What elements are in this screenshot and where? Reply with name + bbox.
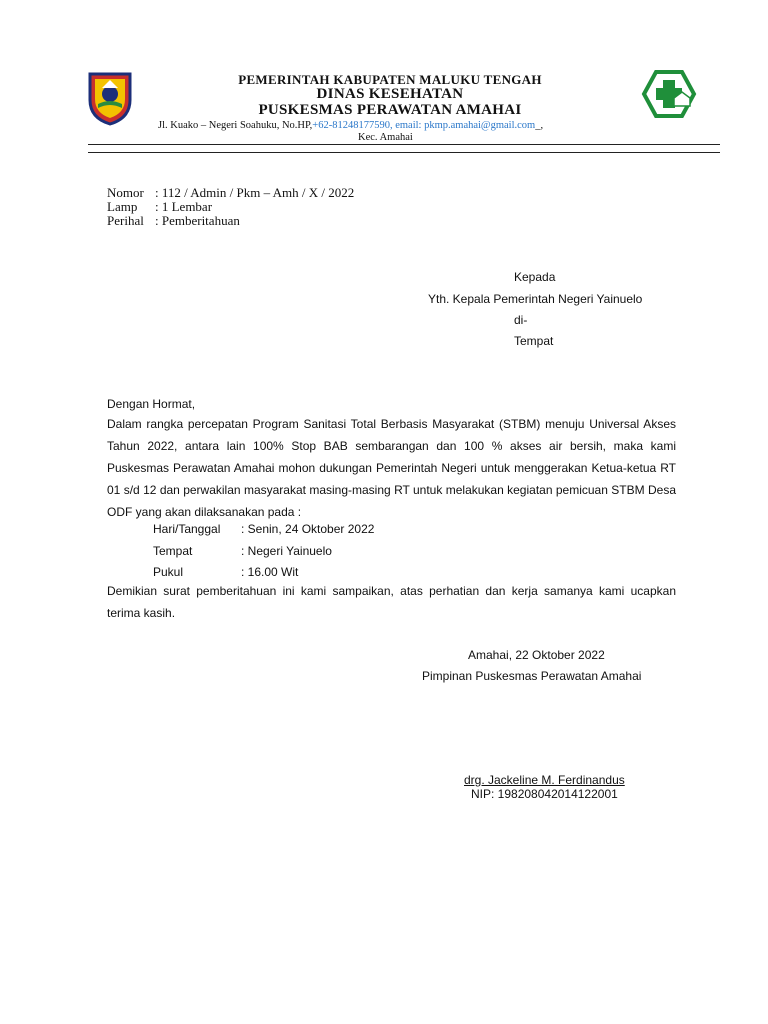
- kop-address: [158, 120, 543, 131]
- kop-divider-top: [88, 144, 720, 145]
- regency-emblem-icon: [86, 70, 134, 126]
- kop-kecamatan: Kec. Amahai: [358, 132, 413, 142]
- puskesmas-cross-icon: [640, 68, 698, 120]
- address-suffix: _,: [535, 120, 544, 131]
- lamp-value: : 1 Lembar: [155, 199, 213, 214]
- email-address: , email: pkmp.amahai@gmail.com: [389, 120, 536, 131]
- detail-tempat-label: Tempat: [153, 544, 193, 558]
- recipient-kepada: Kepada: [514, 270, 556, 284]
- perihal-value: : Pemberitahuan: [155, 213, 240, 228]
- signature-place-date: Amahai, 22 Oktober 2022: [468, 648, 605, 662]
- detail-hari-value: : Senin, 24 Oktober 2022: [241, 522, 375, 536]
- detail-pukul-value: : 16.00 Wit: [241, 565, 299, 579]
- perihal-row: [107, 213, 240, 229]
- nomor-label: Nomor: [107, 185, 144, 200]
- perihal-label: Perihal: [107, 213, 144, 228]
- kop-institution: PUSKESMAS PERAWATAN AMAHAI: [258, 102, 522, 118]
- lamp-label: Lamp: [107, 199, 138, 214]
- recipient-tempat: Tempat: [514, 334, 554, 348]
- detail-tempat-value: : Negeri Yainuelo: [241, 544, 332, 558]
- detail-pukul-label: Pukul: [153, 565, 184, 579]
- phone-number: +62-81248177590: [312, 120, 390, 131]
- body-paragraph: Dalam rangka percepatan Program Sanitasi Total Berbasis Masyarakat (STBM) menuju Universal Akses Tahun 2022, antara lain 100% Stop BAB sembarangan dan 100 % akses air bersih, maka kami Puskesmas Perawatan Amahai mohon dukungan Pemerintah Negeri untuk menggerakan Ketua-ketua RT 01 s/d 12 dan perwakilan masyarakat masing-masing RT untuk melakukan kegiatan pemicuan STBM Desa ODF yang akan dilaksanakan pada :: [107, 417, 676, 519]
- detail-hari-label: Hari/Tanggal: [153, 522, 221, 536]
- kop-government: PEMERINTAH KABUPATEN MALUKU TENGAH: [238, 72, 542, 87]
- signature-name: drg. Jackeline M. Ferdinandus: [464, 773, 625, 787]
- nomor-value: : 112 / Admin / Pkm – Amh / X / 2022: [155, 185, 355, 200]
- address-prefix: Jl. Kuako – Negeri Soahuku, No.HP,: [158, 120, 313, 131]
- closing-paragraph: Demikian surat pemberitahuan ini kami sampaikan, atas perhatian dan kerja samanya kami ucapkan terima kasih.: [107, 584, 676, 620]
- signature-nip: NIP: 198208042014122001: [471, 787, 618, 801]
- kop-department: DINAS KESEHATAN: [316, 86, 464, 102]
- recipient-di: di-: [514, 313, 528, 327]
- recipient-yth: Yth. Kepala Pemerintah Negeri Yainuelo: [428, 292, 643, 306]
- salutation: Dengan Hormat,: [107, 397, 196, 411]
- kop-divider-bottom: [88, 152, 720, 153]
- signature-title: Pimpinan Puskesmas Perawatan Amahai: [422, 669, 642, 683]
